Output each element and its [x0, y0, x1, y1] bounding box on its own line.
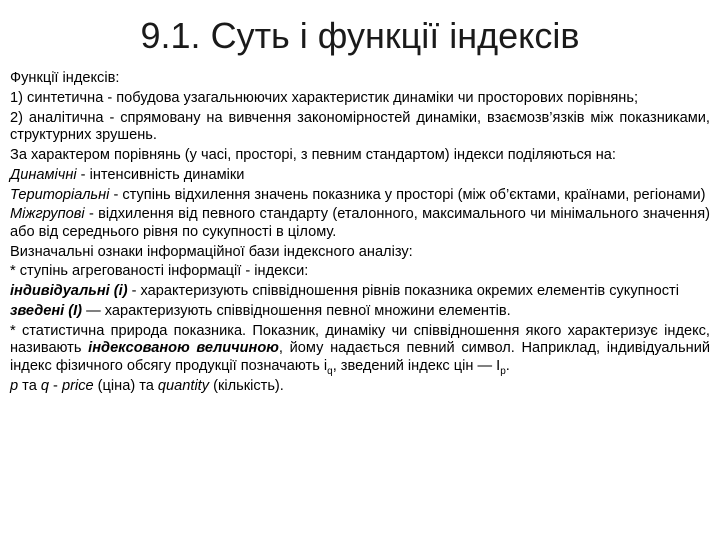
intro-line: Функції індексів:: [10, 70, 120, 86]
symbols-line: [10, 378, 710, 396]
q-symbol: q: [40, 377, 49, 394]
subscript-p: p: [500, 365, 506, 377]
slide-title: 9.1. Суть і функції індексів: [140, 15, 580, 56]
classification-line: За характером порівнянь (у часі, просторі, з певним стандартом) індекси поділяються на:: [10, 146, 616, 163]
subscript-q: q: [327, 365, 333, 377]
dynamic-text: - інтенсивність динаміки: [76, 166, 245, 183]
individual-term: індивідуальні (і): [10, 283, 128, 300]
intergroup-text: - відхилення від певного стандарту (еталонного, максимального чи мінімального значення) або від середнього рівня по сукупності в цілому.: [10, 206, 710, 240]
nature-text-a: * статистична природа показника. Показник, динаміку чи співвідношення якого характеризує індекс, називають: [10, 322, 710, 357]
p-symbol: p: [10, 377, 19, 394]
dynamic-term: Динамічні: [10, 166, 77, 183]
quantity-word: quantity: [157, 377, 210, 394]
nature-text-d: .: [505, 357, 510, 374]
territorial-text: - ступінь відхилення значень показника у просторі (між об’єктами, країнами, регіонами): [109, 186, 706, 203]
territorial-item: [10, 187, 710, 205]
symbols-and: та: [18, 377, 41, 394]
intergroup-term: Міжгрупові: [10, 206, 85, 223]
nature-text-c: , зведений індекс цін — I: [332, 357, 501, 374]
nature-text-b: , йому надається певний символ. Наприклад, індивідуальний індекс фізичного обсягу продукції позначають i: [10, 340, 710, 374]
aggregation-line: * ступінь агрегованості інформації - індекси:: [10, 263, 309, 280]
signs-line: Визначальні ознаки інформаційної бази індексного аналізу:: [10, 243, 413, 260]
price-translation: (ціна) та: [93, 377, 158, 394]
symbols-dash: -: [49, 377, 62, 394]
summary-item: [10, 303, 710, 321]
slide-body: [10, 70, 710, 398]
territorial-term: Територіальні: [10, 186, 110, 203]
price-word: price: [61, 377, 94, 394]
summary-text: — характеризують співвідношення певної множини елементів.: [82, 303, 511, 319]
summary-term: зведені (І): [10, 303, 83, 319]
function-synthetic: 1) синтетична - побудова узагальнюючих характеристик динаміки чи просторових порівнянь;: [10, 89, 639, 106]
nature-paragraph: [10, 323, 710, 376]
function-analytic: 2) аналітична - спрямовану на вивчення закономірностей динаміки, взаємозв’язків між показниками, структурних зрушень.: [10, 109, 710, 144]
intergroup-item: [10, 206, 710, 241]
nature-term: індексованою величиною: [88, 340, 279, 357]
individual-item: [10, 283, 710, 301]
individual-text: - характеризують співвідношення рівнів показника окремих елементів сукупності: [127, 283, 679, 300]
dynamic-item: [10, 167, 710, 185]
quantity-translation: (кількість).: [209, 377, 284, 394]
